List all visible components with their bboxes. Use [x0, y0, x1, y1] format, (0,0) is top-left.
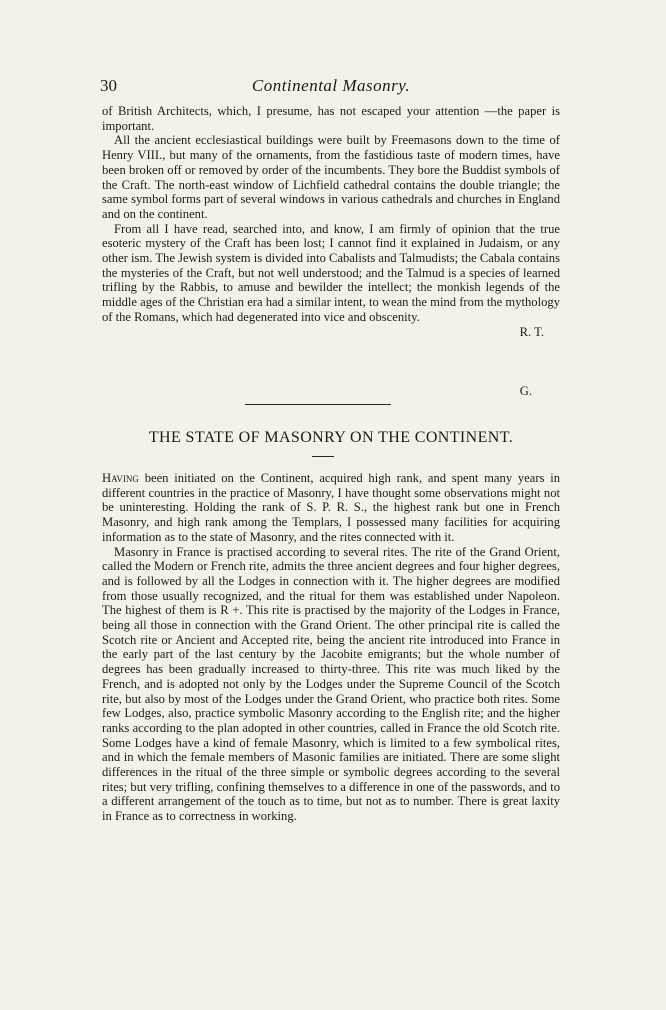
- letter-signature-initials: R. T.: [519, 324, 544, 339]
- letter-paragraph: of British Architects, which, I presume, has not escaped your attention —the paper is important.: [102, 104, 560, 133]
- opening-word: Having: [102, 471, 139, 485]
- running-head: Continental Masonry.: [251, 76, 411, 95]
- page-number: 30: [100, 76, 117, 95]
- letter-text: [102, 104, 560, 339]
- article-paragraph-text: been initiated on the Continent, acquired high rank, and spent many years in different countries in the practice of Masonry, I have thought some observations might not be uninteresting. Holding the rank of S. P. R. S., the highest rank but one in French Masonry, and high rank among the Templars, I possessed many facilities for acquiring information as to the state of Masonry, and the rites connected with it.: [102, 471, 560, 544]
- title-underline: [312, 456, 334, 457]
- article-text: [102, 471, 560, 824]
- article-title: THE STATE OF MASONRY ON THE CONTINENT.: [148, 429, 514, 446]
- letter-paragraph: All the ancient ecclesiastical buildings were built by Freemasons down to the time of Henry VIII., but many of the ornaments, from the fastidious taste of modern times, have been broken off or removed by order of the incumbents. They bore the Buddist symbols of the Craft. The north-east window of Lichfield cathedral contains the double triangle; the same symbol forms part of several windows in various cathedrals and churches in England and on the continent.: [102, 133, 560, 221]
- letter-signature-location: [102, 384, 560, 399]
- letter-signature-location-text: G.: [519, 384, 532, 398]
- article-paragraph: Masonry in France is practised according to several rites. The rite of the Grand Orient, called the Modern or French rite, admits the three ancient degrees and four higher degrees, and is followed by all the Lodges in connection with it. The higher degrees are modified from those usually recognized, and the ritual for them was established under Napoleon. The highest of them is R +. This rite is practised by the majority of the Lodges in France, being all those in connection with the Grand Orient. The other principal rite is called the Scotch rite or Ancient and Accepted rite, being the ancient rite introduced into France in the early part of the last century by the Jacobite emigrants; but the whole number of degrees has been gradually increased to thirty-three. This rite was much liked by the French, and is adopted not only by the Lodges under the Supreme Council of the Scotch rite, but also by most of the Lodges under the Grand Orient, who practice both rites. Some few Lodges, also, practice symbolic Masonry according to the English rite; and the higher ranks according to the plan adopted in other countries, called in France the old Scotch rite. Some Lodges have a kind of female Masonry, which is limited to a few symbolical rites, and in which the female members of Masonic families are initiated. There are some slight differences in the ritual of the three simple or symbolic degrees according to the several rites; but very trifling, confining themselves to a difference in one of the passwords, and to a different arrangement of the touch as to time, but not as to number. There is great laxity in France as to correctness in working.: [102, 544, 560, 824]
- page-header: [100, 76, 562, 100]
- letter-paragraph: From all I have read, searched into, and know, I am firmly of opinion that the true esoteric mystery of the Craft has been lost; I cannot find it explained in Judaism, or any other ism. The Jewish system is divided into Cabalists and Talmudists; the Cabala contains the mysteries of the Craft, but not well understood; and the Talmud is a species of learned trifling by the Rabbis, to amuse and bewilder the intellect; the monkish legends of the middle ages of the Christian era had a similar intent, to wean the mind from the mythology of the Romans, which had degenerated into vice and obscenity.: [102, 221, 560, 324]
- section-divider: [245, 404, 391, 405]
- article-paragraph: [102, 471, 560, 545]
